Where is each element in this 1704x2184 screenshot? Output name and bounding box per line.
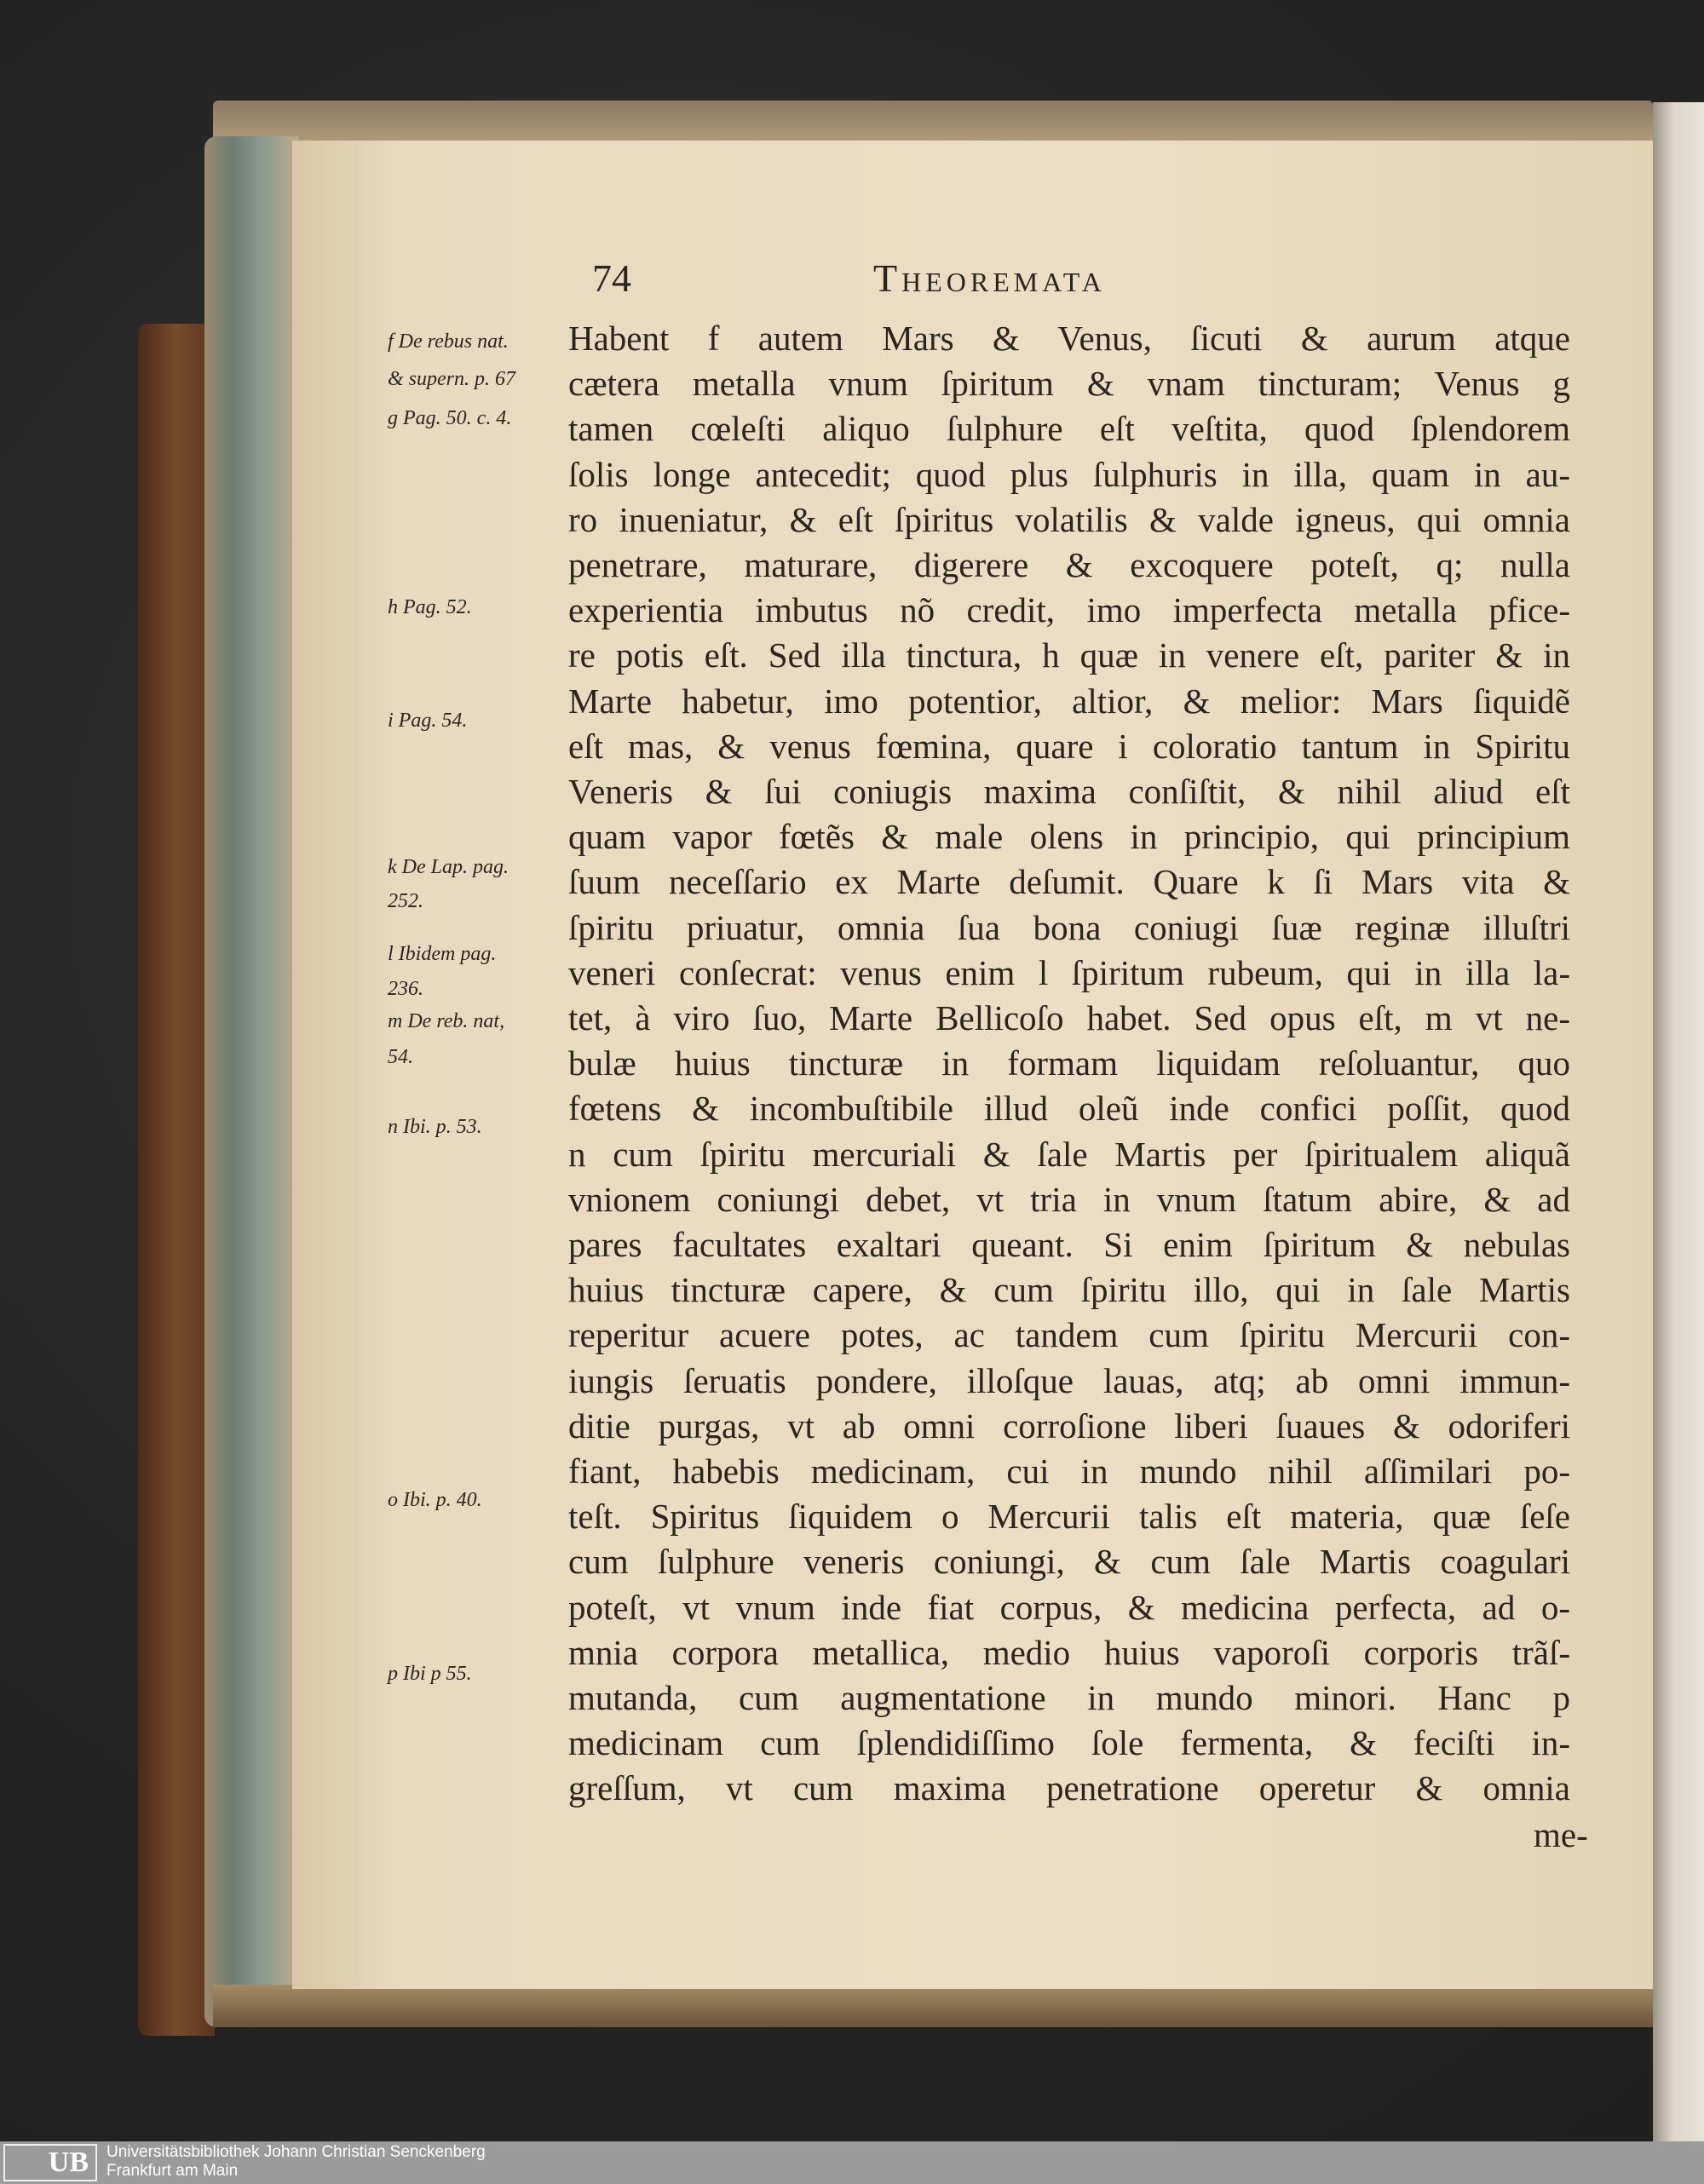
book-cover-edge — [138, 324, 215, 2036]
text-line: Habent f autem Mars & Venus, ſicuti & aurum atque — [568, 319, 1570, 358]
margin-note: o Ibi. p. 40. — [388, 1489, 482, 1511]
text-line: reperitur acuere potes, ac tandem cum ſpiritu Mercurii con- — [568, 1315, 1570, 1355]
running-title: Theoremata — [873, 256, 1106, 300]
text-line: re potis eſt. Sed illa tinctura, h quæ in venere eſt, pariter & in — [568, 635, 1570, 675]
page-fore-edge — [204, 136, 298, 2027]
text-line: mutanda, cum augmentatione in mundo minori. Hanc p — [568, 1678, 1570, 1717]
text-line: tamen cœleſti aliquo ſulphure eſt veſtita, quod ſplendorem — [568, 409, 1570, 449]
text-line: ſuum neceſſario ex Marte deſumit. Quare k ſi Mars vita & — [568, 862, 1570, 902]
margin-note: 252. — [388, 890, 423, 912]
text-line: eſt mas, & venus fœmina, quare i coloratio tantum in Spiritu — [568, 726, 1570, 766]
text-line: ditie purgas, vt ab omni corroſione liberi ſuaues & odoriferi — [568, 1405, 1570, 1445]
text-line: n cum ſpiritu mercuriali & ſale Martis per ſpiritualem aliquã — [568, 1134, 1570, 1174]
margin-note: i Pag. 54. — [388, 710, 468, 732]
text-line: fiant, habebis medicinam, cui in mundo nihil aſſimilari po- — [568, 1451, 1570, 1491]
margin-note: g Pag. 50. c. 4. — [388, 407, 512, 429]
text-line: tet, à viro ſuo, Marte Bellicoſo habet. Sed opus eſt, m vt ne- — [568, 998, 1570, 1037]
margin-note: 236. — [388, 978, 423, 1000]
library-footer — [0, 2141, 1704, 2184]
text-line: experientia imbutus nõ credit, imo imperfecta metalla pfice- — [568, 590, 1570, 630]
text-line: mnia corpora metallica, medio huius vaporoſi corporis trãſ- — [568, 1632, 1570, 1672]
margin-note: h Pag. 52. — [388, 596, 472, 618]
margin-note: m De reb. nat, — [388, 1010, 505, 1032]
text-line: vnionem coniungi debet, vt tria in vnum ſtatum abire, & ad — [568, 1179, 1570, 1219]
text-line: Marte habetur, imo potentior, altior, & melior: Mars ſiquidẽ — [568, 681, 1570, 721]
text-line: ro inueniatur, & eſt ſpiritus volatilis & valde igneus, qui omnia — [568, 499, 1570, 539]
text-line: veneri conſecrat: venus enim l ſpiritum rubeum, qui in illa la- — [568, 952, 1570, 992]
text-line: medicinam cum ſplendidiſſimo ſole fermenta, & feciſti in- — [568, 1723, 1570, 1763]
text-line: huius tincturæ capere, & cum ſpiritu illo, qui in ſale Martis — [568, 1270, 1570, 1310]
text-line: penetrare, maturare, digerere & excoquere poteſt, q; nulla — [568, 545, 1570, 584]
text-line: poteſt, vt vnum inde fiat corpus, & medicina perfecta, ad o- — [568, 1587, 1570, 1627]
text-line: greſſum, vt cum maxima penetratione operetur & omnia — [568, 1768, 1570, 1808]
library-city: Frankfurt am Main — [106, 2162, 239, 2180]
text-line: quam vapor fœtẽs & male olens in principio, qui principium — [568, 817, 1570, 857]
text-line: ſolis longe antecedit; quod plus ſulphuris in illa, quam in au- — [568, 454, 1570, 494]
text-line: cum ſulphure veneris coniungi, & cum ſale Martis coagulari — [568, 1542, 1570, 1582]
margin-note: n Ibi. p. 53. — [388, 1116, 482, 1138]
margin-note: k De Lap. pag. — [388, 856, 509, 878]
text-line: fœtens & incombuſtibile illud oleũ inde confici poſſit, quod — [568, 1089, 1570, 1129]
margin-note: p Ibi p 55. — [388, 1663, 472, 1685]
text-line: ſpiritu priuatur, omnia ſua bona coniugi ſuæ reginæ illuſtri — [568, 907, 1570, 947]
book-bottom-edge — [213, 1985, 1653, 2027]
text-line: bulæ huius tincturæ in formam liquidam reſoluantur, quo — [568, 1043, 1570, 1083]
text-line: cætera metalla vnum ſpiritum & vnam tincturam; Venus g — [568, 364, 1570, 404]
text-line: teſt. Spiritus ſiquidem o Mercurii talis eſt materia, quæ ſeſe — [568, 1497, 1570, 1537]
text-line: iungis ſeruatis pondere, illoſque lauas, atq; ab omni immun- — [568, 1360, 1570, 1400]
catchword: me- — [1534, 1815, 1588, 1854]
library-name: Universitätsbibliothek Johann Christian Senckenberg — [106, 2143, 486, 2161]
margin-note: f De rebus nat. — [388, 330, 509, 353]
text-line: pares facultates exaltari queant. Si enim ſpiritum & nebulas — [568, 1225, 1570, 1264]
text-line: Veneris & ſui coniugis maxima conſiſtit, & nihil aliud eſt — [568, 772, 1570, 811]
facing-page-edge — [1653, 102, 1704, 2147]
library-logo: UB — [3, 2144, 97, 2181]
page-number: 74 — [592, 256, 631, 300]
margin-note: l Ibidem pag. — [388, 943, 497, 965]
margin-note: & supern. p. 67 — [388, 368, 515, 390]
margin-note: 54. — [388, 1046, 413, 1068]
